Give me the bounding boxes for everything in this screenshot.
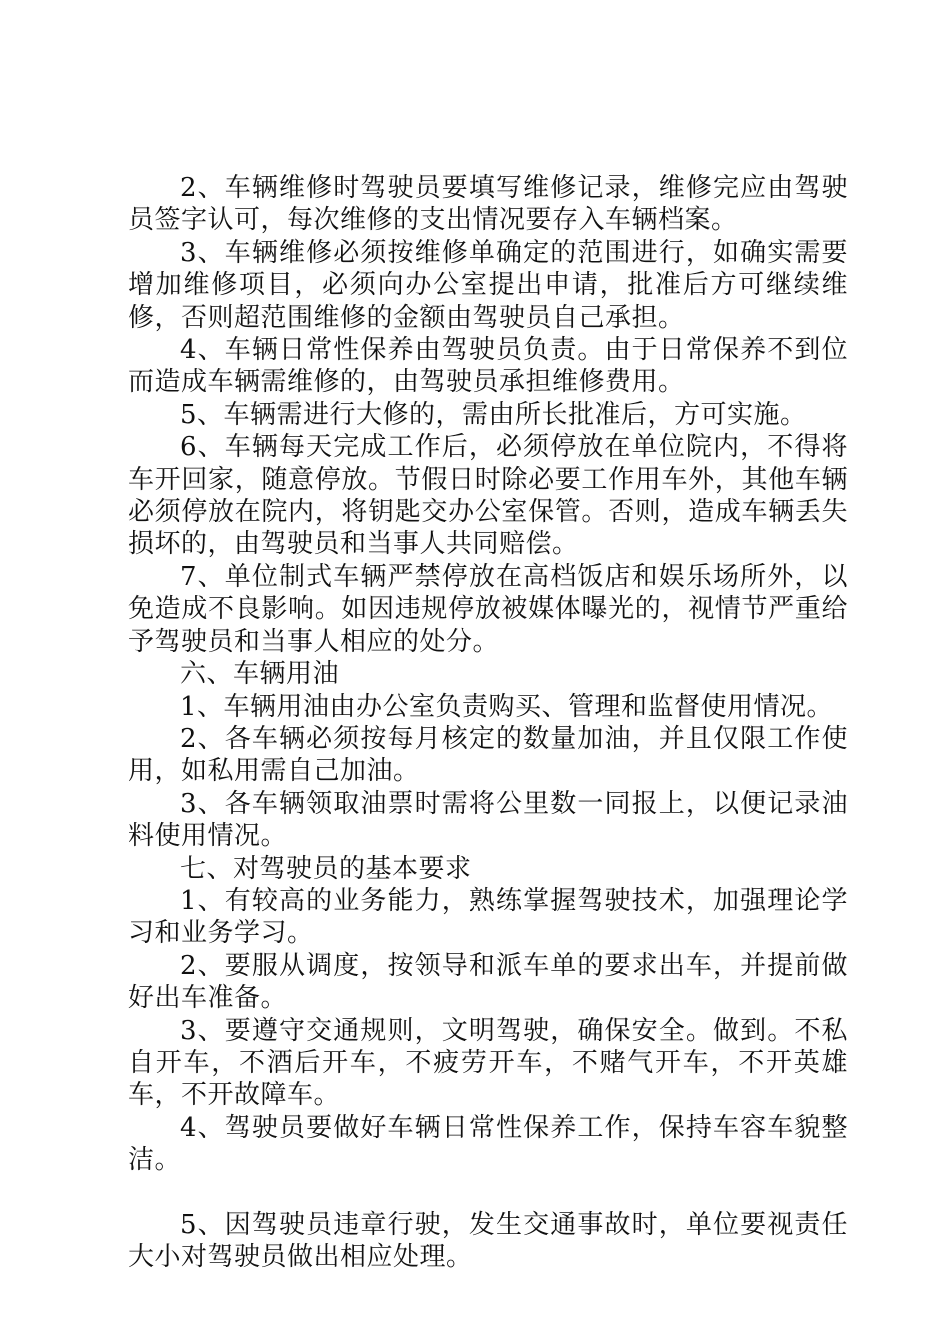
section-heading-driver-requirements: 七、对驾驶员的基本要求 bbox=[180, 853, 472, 884]
paragraph-repair-scope: 3、车辆维修必须按维修单确定的范围进行，如确实需要增加维修项目，必须向办公室提出申请，批准后方可继续维修，否则超范围维修的金额由驾驶员自己承担。 bbox=[128, 237, 848, 333]
paragraph-driver-traffic-rules: 3、要遵守交通规则，文明驾驶，确保安全。做到。不私自开车，不酒后开车，不疲劳开车，不赌气开车，不开英雄车，不开故障车。 bbox=[128, 1015, 848, 1111]
paragraph-driver-dispatch: 2、要服从调度，按领导和派车单的要求出车，并提前做好出车准备。 bbox=[128, 950, 848, 1014]
paragraph-daily-maintenance: 4、车辆日常性保养由驾驶员负责。由于日常保养不到位而造成车辆需维修的，由驾驶员承担维修费用。 bbox=[128, 335, 848, 398]
paragraph-driver-ability: 1、有较高的业务能力，熟练掌握驾驶技术，加强理论学习和业务学习。 bbox=[128, 885, 848, 949]
paragraph-parking: 6、车辆每天完成工作后，必须停放在单位院内，不得将车开回家，随意停放。节假日时除必要工作用车外，其他车辆必须停放在院内，将钥匙交办公室保管。否则，造成车辆丢失损坏的，由驾驶员和当事人共同赔偿。 bbox=[128, 432, 848, 560]
section-heading-fuel: 六、车辆用油 bbox=[180, 659, 340, 690]
paragraph-repair-record: 2、车辆维修时驾驶员要填写维修记录，维修完应由驾驶员签字认可，每次维修的支出情况要存入车辆档案。 bbox=[128, 173, 848, 236]
paragraph-driver-accident: 5、因驾驶员违章行驶，发生交通事故时，单位要视责任大小对驾驶员做出相应处理。 bbox=[128, 1209, 848, 1272]
paragraph-fuel-tickets: 3、各车辆领取油票时需将公里数一同报上，以便记录油料使用情况。 bbox=[128, 788, 848, 852]
document-body bbox=[128, 172, 848, 1273]
paragraph-fuel-quota: 2、各车辆必须按每月核定的数量加油，并且仅限工作使用，如私用需自己加油。 bbox=[128, 723, 848, 787]
paragraph-overhaul: 5、车辆需进行大修的，需由所长批准后，方可实施。 bbox=[180, 399, 807, 430]
paragraph-driver-upkeep: 4、驾驶员要做好车辆日常性保养工作，保持车容车貌整洁。 bbox=[128, 1112, 848, 1176]
paragraph-prohibited-parking: 7、单位制式车辆严禁停放在高档饭店和娱乐场所外，以免造成不良影响。如因违规停放被媒体曝光的，视情节严重给予驾驶员和当事人相应的处分。 bbox=[128, 561, 848, 657]
paragraph-fuel-purchase: 1、车辆用油由办公室负责购买、管理和监督使用情况。 bbox=[180, 691, 834, 722]
